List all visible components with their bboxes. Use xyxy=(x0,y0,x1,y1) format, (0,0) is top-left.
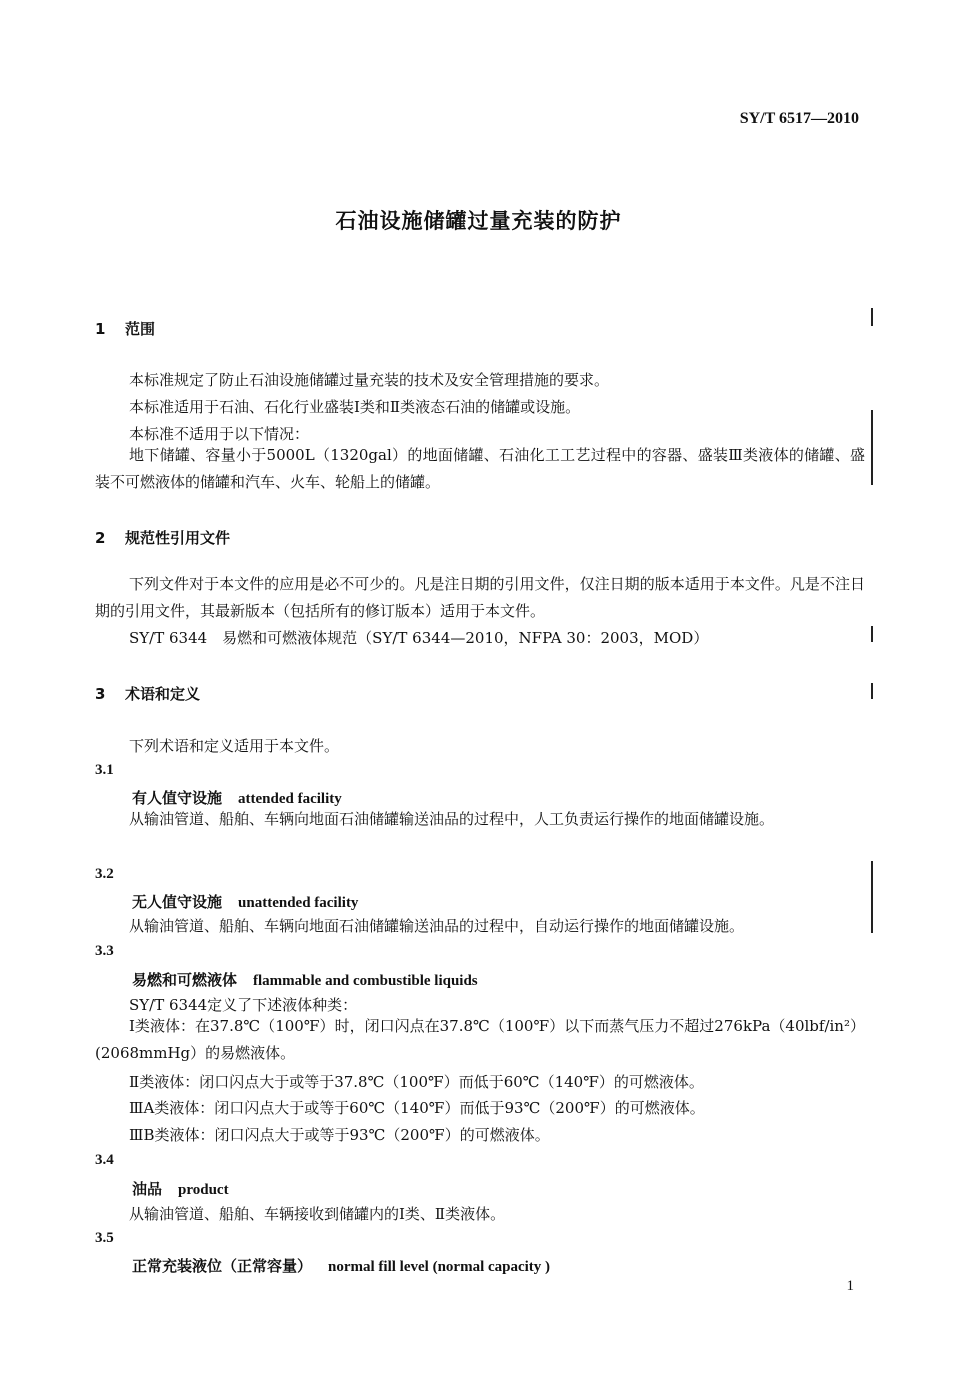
section-2-heading xyxy=(95,527,230,548)
term-zh: 无人值守设施 xyxy=(132,893,223,911)
paragraph: 下列文件对于本文件的应用是必不可少的。凡是注日期的引用文件，仅注日期的版本适用于本文件。凡是不注日期的引用文件，其最新版本（包括所有的修订版本）适用于本文件。 xyxy=(95,575,865,620)
term-zh: 正常充装液位（正常容量） xyxy=(132,1257,313,1275)
paragraph: ⅢB类液体：闭口闪点大于或等于93℃（200℉）的可燃液体。 xyxy=(129,1126,550,1144)
term-en: normal fill level (normal capacity ) xyxy=(328,1259,551,1275)
term-definition: 从输油管道、船舶、车辆接收到储罐内的Ⅰ类、Ⅱ类液体。 xyxy=(129,1205,506,1223)
term-heading xyxy=(132,1178,229,1199)
term-number: 3.4 xyxy=(95,1152,114,1168)
paragraph: 本标准不适用于以下情况： xyxy=(129,425,310,443)
section-3-heading xyxy=(95,683,200,704)
reference-entry: SY/T 6344 易燃和可燃液体规范（SY/T 6344—2010，NFPA 30：2003，MOD） xyxy=(129,629,709,647)
page-title: 石油设施储罐过量充装的防护 xyxy=(335,209,622,233)
term-zh: 油品 xyxy=(132,1180,163,1198)
paragraph: 本标准适用于石油、石化行业盛装Ⅰ类和Ⅱ类液态石油的储罐或设施。 xyxy=(129,398,581,416)
term-zh: 有人值守设施 xyxy=(132,789,223,807)
section-number: 1 xyxy=(95,320,106,338)
term-heading xyxy=(132,787,342,808)
term-en: product xyxy=(178,1182,229,1198)
document-code: SY/T 6517—2010 xyxy=(739,110,859,127)
section-title: 术语和定义 xyxy=(125,685,201,703)
term-heading xyxy=(132,969,478,990)
term-number: 3.1 xyxy=(95,762,114,778)
paragraph: 本标准规定了防止石油设施储罐过量充装的技术及安全管理措施的要求。 xyxy=(129,371,610,389)
term-zh: 易燃和可燃液体 xyxy=(132,971,238,989)
section-1-heading xyxy=(95,318,155,339)
section-title: 规范性引用文件 xyxy=(125,529,231,547)
paragraph: ⅢA类液体：闭口闪点大于或等于60℃（140℉）而低于93℃（200℉）的可燃液体。 xyxy=(129,1099,705,1117)
term-heading xyxy=(132,1255,550,1276)
revision-bar xyxy=(871,683,873,699)
term-number: 3.3 xyxy=(95,943,114,959)
section-number: 2 xyxy=(95,529,106,547)
term-en: flammable and combustible liquids xyxy=(253,973,478,989)
section-title: 范围 xyxy=(125,320,156,338)
term-number: 3.2 xyxy=(95,866,114,882)
paragraph: Ⅰ类液体：在37.8℃（100℉）时，闭口闪点在37.8℃（100℉）以下而蒸气压力不超过276kPa（40lbf/in²）(2068mmHg）的易燃液体。 xyxy=(95,1017,865,1062)
paragraph: 下列术语和定义适用于本文件。 xyxy=(129,737,340,755)
paragraph: 地下储罐、容量小于5000L（1320gal）的地面储罐、石油化工工艺过程中的容器、盛装Ⅲ类液体的储罐、盛装不可燃液体的储罐和汽车、火车、轮船上的储罐。 xyxy=(95,446,865,491)
revision-bar xyxy=(871,626,873,642)
term-en: attended facility xyxy=(238,791,342,807)
section-number: 3 xyxy=(95,685,106,703)
term-definition: 从输油管道、船舶、车辆向地面石油储罐输送油品的过程中，自动运行操作的地面储罐设施。 xyxy=(129,917,745,935)
revision-bar xyxy=(871,861,873,933)
revision-bar xyxy=(871,308,873,326)
revision-bar xyxy=(871,410,873,485)
paragraph: Ⅱ类液体：闭口闪点大于或等于37.8℃（100℉）而低于60℃（140℉）的可燃液体。 xyxy=(129,1073,704,1091)
page-number: 1 xyxy=(846,1278,854,1294)
term-en: unattended facility xyxy=(238,895,359,911)
paragraph: SY/T 6344定义了下述液体种类： xyxy=(129,996,358,1014)
term-heading xyxy=(132,891,358,912)
term-number: 3.5 xyxy=(95,1230,114,1246)
term-definition: 从输油管道、船舶、车辆向地面石油储罐输送油品的过程中，人工负责运行操作的地面储罐设施。 xyxy=(129,810,775,828)
